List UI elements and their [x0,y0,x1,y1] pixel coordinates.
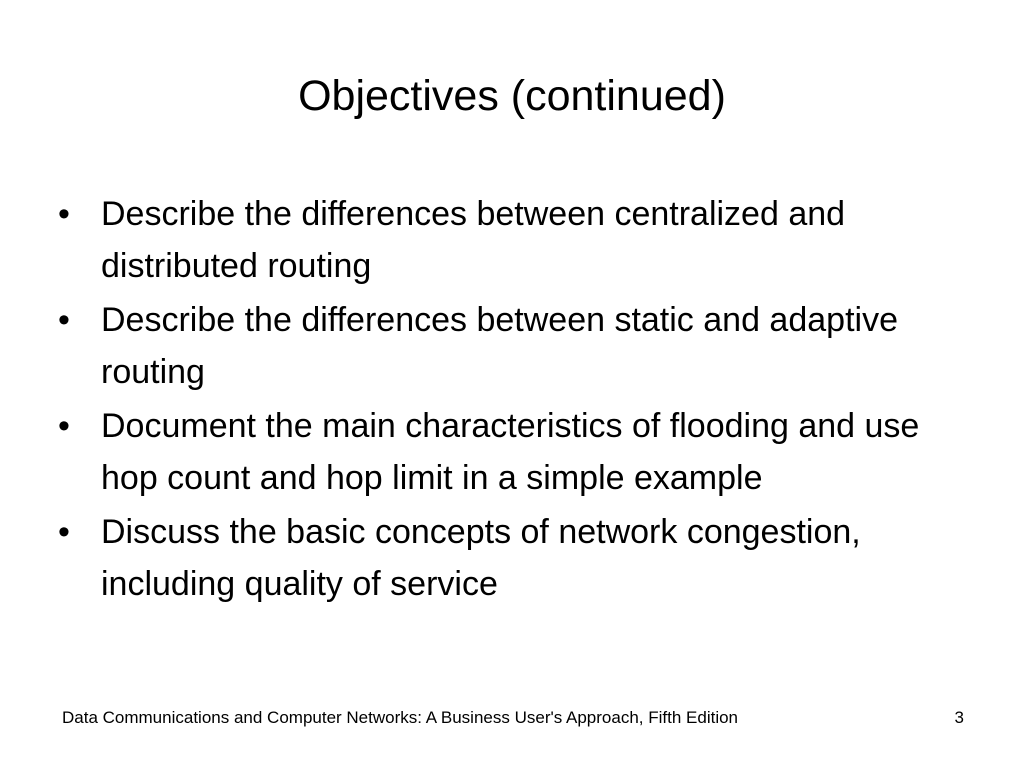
bullet-icon: • [58,301,70,339]
list-item [58,294,938,398]
bullet-icon: • [58,195,70,233]
bullet-text: Describe the differences between static and adaptive routing [101,301,898,391]
list-item [58,506,938,610]
objectives-list [58,188,938,612]
footer-book-title: Data Communications and Computer Networks: A Business User's Approach, Fifth Edition [62,708,738,727]
bullet-icon: • [58,513,70,551]
bullet-icon: • [58,407,70,445]
bullet-text: Discuss the basic concepts of network congestion, including quality of service [101,513,861,603]
slide-title: Objectives (continued) [298,72,726,120]
page-number: 3 [954,708,964,727]
list-item [58,188,938,292]
bullet-text: Describe the differences between centralized and distributed routing [101,195,846,285]
bullet-text: Document the main characteristics of flooding and use hop count and hop limit in a simple example [101,407,920,497]
list-item [58,400,938,504]
